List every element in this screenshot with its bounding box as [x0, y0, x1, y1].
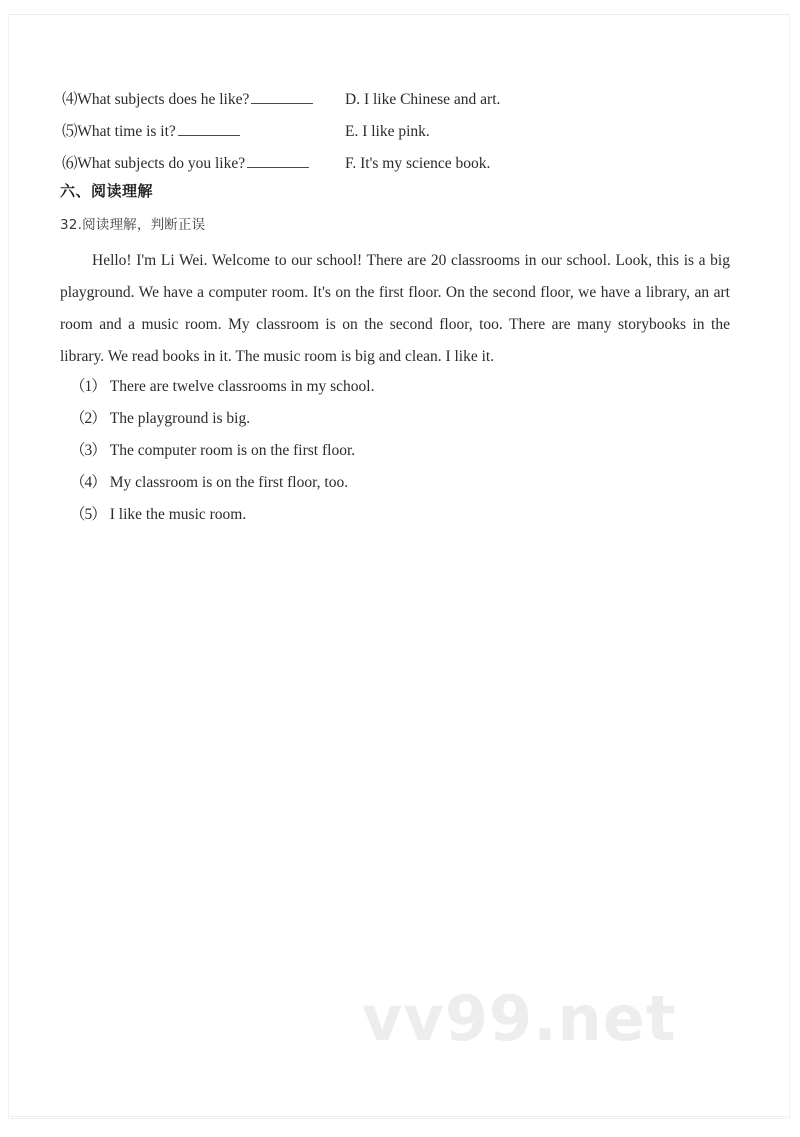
reading-passage: Hello! I'm Li Wei. Welcome to our school! There are 20 classrooms in our school. Look, this is a big playground. We have a computer room. It's on the first floor. On the second floor, we have a library, an art room and a music room. My classroom is on the second floor, too. There are many storybooks in the library. We read books in it. The music room is big and clean. I like it. [60, 252, 730, 365]
statement-row [70, 435, 720, 467]
matching-question [62, 84, 345, 116]
matching-question-text: What time is it? [77, 123, 176, 140]
matching-option: F. It's my science book. [345, 155, 491, 172]
statement-row [70, 403, 720, 435]
matching-question [62, 148, 345, 180]
answer-blank[interactable] [251, 90, 313, 104]
statement-number: （1） [70, 378, 106, 395]
matching-question [62, 116, 345, 148]
section-subheading: 32.阅读理解，判断正误 [60, 217, 206, 233]
statement-text: The playground is big. [109, 410, 251, 427]
matching-option: E. I like pink. [345, 123, 430, 140]
matching-exercise-list [62, 84, 742, 180]
section-heading: 六、阅读理解 [60, 182, 154, 200]
matching-option: D. I like Chinese and art. [345, 91, 501, 108]
matching-row [62, 116, 742, 148]
matching-item-number: ⑹ [62, 155, 78, 172]
page-border-bottom [10, 1116, 788, 1117]
statement-row [70, 499, 720, 531]
watermark: vv99.net [362, 982, 677, 1055]
statement-text: The computer room is on the first floor. [109, 442, 356, 459]
statement-number: （4） [70, 474, 106, 491]
statement-text: My classroom is on the first floor, too. [109, 474, 349, 491]
matching-row [62, 84, 742, 116]
answer-blank[interactable] [178, 122, 240, 136]
statement-number: （5） [70, 506, 106, 523]
statement-number: （2） [70, 410, 106, 427]
statement-text: I like the music room. [109, 506, 247, 523]
statement-number: （3） [70, 442, 106, 459]
statement-text: There are twelve classrooms in my school. [109, 378, 375, 395]
statement-row [70, 371, 720, 403]
matching-question-text: What subjects do you like? [77, 155, 246, 172]
matching-row [62, 148, 742, 180]
true-false-statement-list [70, 371, 720, 531]
answer-blank[interactable] [247, 154, 309, 168]
matching-item-number: ⑷ [62, 91, 78, 108]
matching-question-text: What subjects does he like? [77, 91, 250, 108]
matching-item-number: ⑸ [62, 123, 78, 140]
statement-row [70, 467, 720, 499]
